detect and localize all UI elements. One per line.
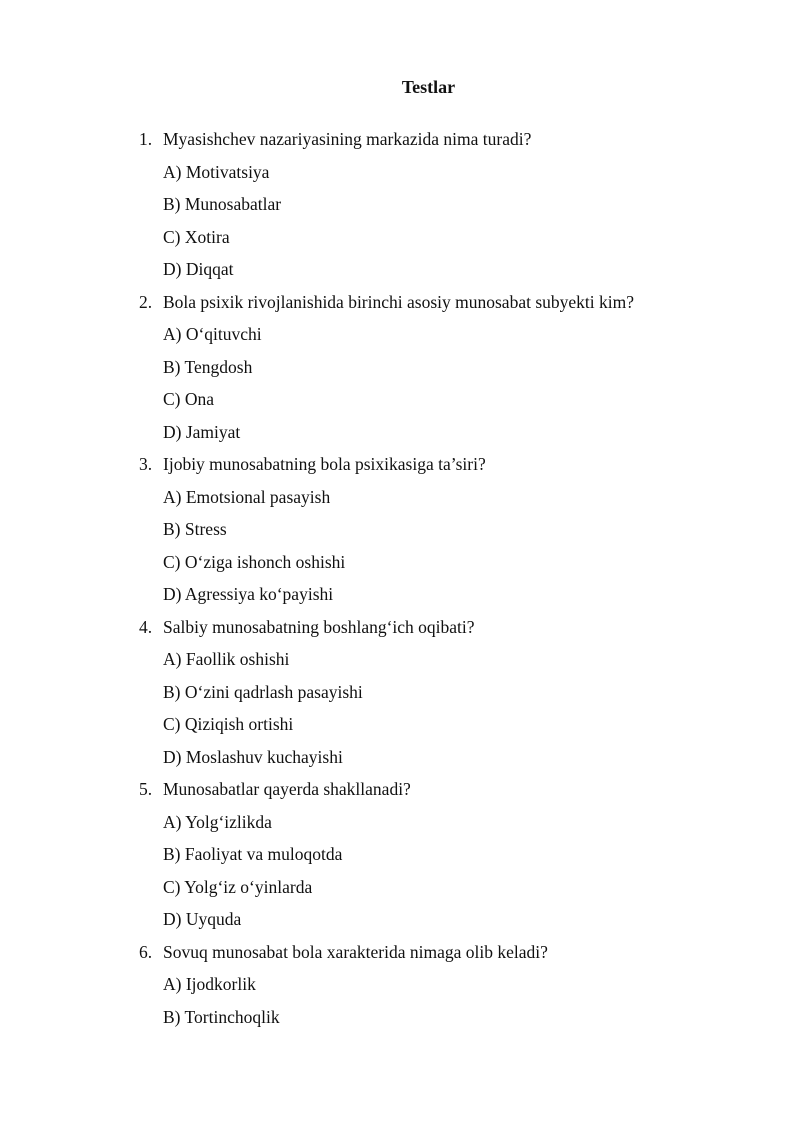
answer-option: [0, 226, 800, 259]
page-title: Testlar: [401, 77, 456, 97]
answer-option: [0, 421, 800, 454]
question-5: [0, 778, 800, 811]
answer-option: [0, 908, 800, 941]
option-text: D) Moslashuv kuchayishi: [163, 746, 343, 767]
option-text: A) Yolg‘izlikda: [163, 811, 272, 832]
option-text: D) Uyquda: [163, 909, 242, 929]
question-3: [0, 453, 800, 486]
answer-option: [0, 713, 800, 746]
option-text: C) O‘ziga ishonch oshishi: [163, 551, 346, 572]
answer-option: [0, 843, 800, 876]
question-text: Salbiy munosabatning boshlang‘ich oqibati?: [163, 616, 475, 637]
questions-list: [0, 128, 800, 1038]
option-text: A) O‘qituvchi: [163, 324, 262, 344]
question-text: Bola psixik rivojlanishida birinchi asosiy munosabat subyekti kim?: [163, 291, 634, 312]
option-text: A) Motivatsiya: [163, 161, 270, 182]
option-text: B) Munosabatlar: [163, 194, 282, 214]
answer-option: [0, 648, 800, 681]
question-text: Sovuq munosabat bola xarakterida nimaga olib keladi?: [163, 941, 548, 962]
option-text: C) Ona: [163, 389, 215, 409]
option-text: B) Tengdosh: [163, 356, 253, 377]
question-6: [0, 941, 800, 974]
option-text: C) Yolg‘iz o‘yinlarda: [163, 876, 313, 897]
question-1: [0, 128, 800, 161]
question-number: 5.: [139, 779, 153, 799]
answer-option: [0, 258, 800, 291]
answer-option: [0, 811, 800, 844]
question-number: 1.: [139, 129, 153, 149]
answer-option: [0, 323, 800, 356]
answer-option: [0, 161, 800, 194]
answer-option: [0, 486, 800, 519]
option-text: A) Ijodkorlik: [163, 974, 256, 994]
answer-option: [0, 876, 800, 909]
option-text: A) Faollik oshishi: [163, 649, 290, 669]
answer-option: [0, 356, 800, 389]
question-number: 6.: [139, 941, 153, 962]
option-text: C) Xotira: [163, 226, 230, 247]
question-number: 4.: [139, 616, 153, 637]
option-text: B) Stress: [163, 519, 227, 539]
question-4: [0, 616, 800, 649]
answer-option: [0, 388, 800, 421]
question-text: Ijobiy munosabatning bola psixikasiga ta’siri?: [163, 454, 486, 474]
option-text: D) Agressiya ko‘payishi: [163, 584, 334, 604]
answer-option: [0, 518, 800, 551]
answer-option: [0, 583, 800, 616]
question-number: 3.: [139, 454, 153, 474]
option-text: A) Emotsional pasayish: [163, 486, 331, 507]
answer-option: [0, 973, 800, 1006]
question-number: 2.: [139, 291, 153, 312]
option-text: B) O‘zini qadrlash pasayishi: [163, 681, 363, 702]
question-text: Munosabatlar qayerda shakllanadi?: [163, 779, 411, 799]
option-text: B) Tortinchoqlik: [163, 1006, 280, 1027]
answer-option: [0, 1006, 800, 1039]
option-text: C) Qiziqish ortishi: [163, 714, 294, 734]
answer-option: [0, 681, 800, 714]
option-text: D) Diqqat: [163, 259, 234, 279]
answer-option: [0, 746, 800, 779]
answer-option: [0, 193, 800, 226]
answer-option: [0, 551, 800, 584]
option-text: D) Jamiyat: [163, 421, 241, 442]
question-2: [0, 291, 800, 324]
option-text: B) Faoliyat va muloqotda: [163, 844, 343, 864]
question-text: Myasishchev nazariyasining markazida nima turadi?: [163, 129, 532, 149]
